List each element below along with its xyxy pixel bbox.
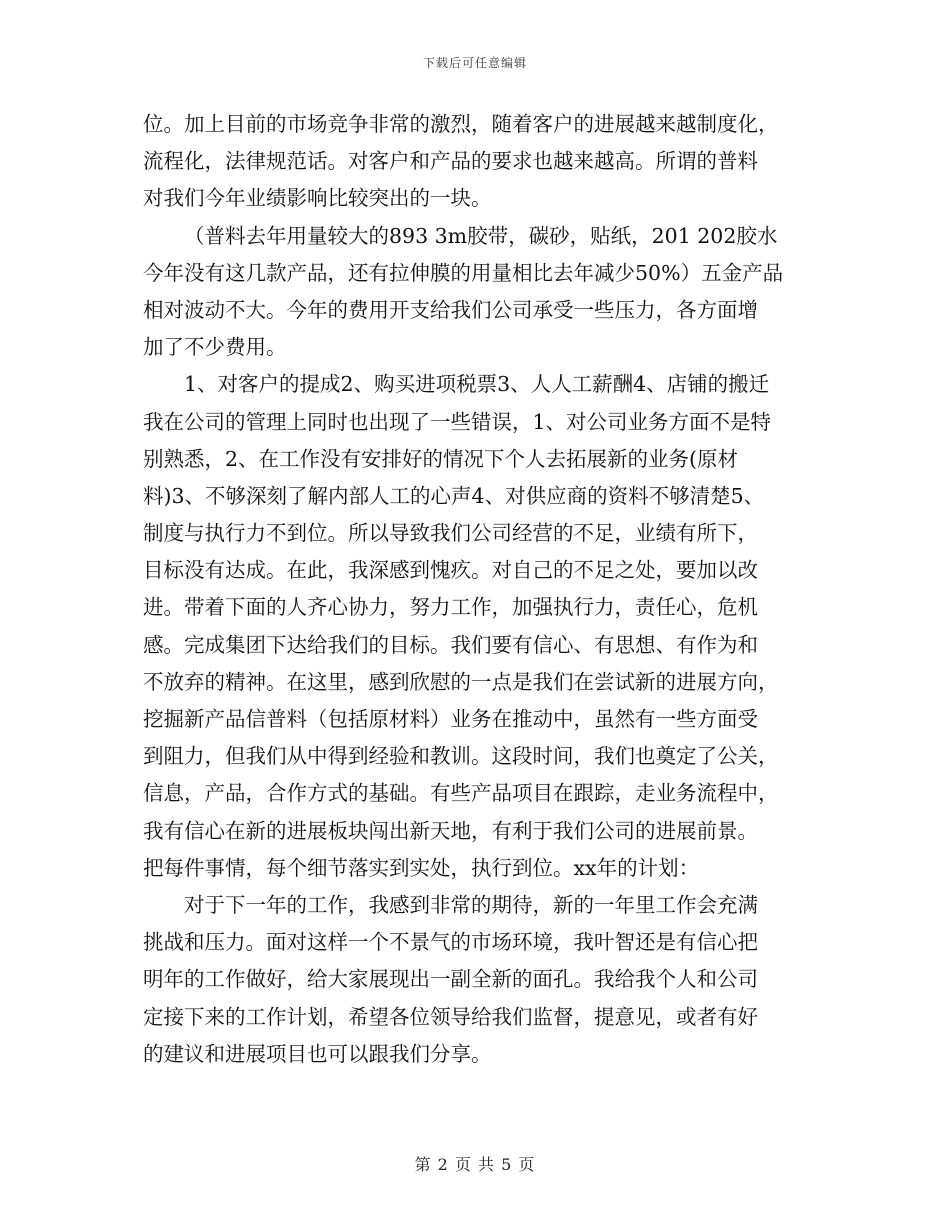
body-line: 的建议和进展项目也可以跟我们分享。: [143, 1041, 492, 1066]
body-line: 我有信心在新的进展板块闯出新天地，有利于我们公司的进展前景。: [143, 818, 758, 843]
body-line: 到阻力，但我们从中得到经验和教训。这段时间，我们也奠定了公关，: [143, 744, 779, 769]
body-line: 别熟悉，2、在工作没有安排好的情况下个人去拓展新的业务(原材: [143, 446, 739, 471]
body-line: 制度与执行力不到位。所以导致我们公司经营的不足，业绩有所下，: [143, 521, 758, 546]
paragraph-start-line: （普料去年用量较大的893 3m胶带，碳砂，贴纸，201 202胶水: [184, 223, 778, 248]
body-line: 明年的工作做好，给大家展现出一副全新的面孔。我给我个人和公司: [143, 967, 758, 992]
body-line: 加了不少费用。: [143, 335, 287, 360]
paragraph-start-line: 对于下一年的工作，我感到非常的期待，新的一年里工作会充满: [184, 892, 758, 917]
page-number-footer: 第 2 页 共 5 页: [414, 1155, 536, 1174]
body-line: 今年没有这几款产品，还有拉伸膜的用量相比去年减少50%）五金产品: [143, 260, 784, 285]
body-line: 进。带着下面的人齐心协力，努力工作，加强执行力，责任心，危机: [143, 595, 758, 620]
body-line: 挑战和压力。面对这样一个不景气的市场环境，我叶智还是有信心把: [143, 930, 758, 955]
body-line: 料)3、不够深刻了解内部人工的心声4、对供应商的资料不够清楚5、: [143, 483, 765, 508]
body-line: 流程化，法律规范话。对客户和产品的要求也越来越高。所谓的普料: [143, 149, 758, 174]
body-line: 不放弃的精神。在这里，感到欣慰的一点是我们在尝试新的进展方向，: [143, 669, 779, 694]
body-line: 挖掘新产品信普料（包括原材料）业务在推动中，虽然有一些方面受: [143, 707, 758, 731]
body-line: 相对波动不大。今年的费用开支给我们公司承受一些压力，各方面增: [143, 297, 758, 322]
body-line: 对我们今年业绩影响比较突出的一块。: [143, 186, 492, 211]
body-line: 把每件事情，每个细节落实到实处，执行到位。xx年的计划：: [143, 855, 700, 880]
body-line: 位。加上目前的市场竞争非常的激烈，随着客户的进展越来越制度化，: [143, 112, 779, 136]
body-line: 我在公司的管理上同时也出现了一些错误，1、对公司业务方面不是特: [143, 409, 772, 434]
body-line: 定接下来的工作计划，希望各位领导给我们监督，提意见，或者有好: [143, 1004, 758, 1029]
body-line: 目标没有达成。在此，我深感到愧疚。对自己的不足之处，要加以改: [143, 558, 758, 583]
document-body: [143, 106, 811, 1073]
paragraph-start-line: 1、对客户的提成2、购买进项税票3、人人工薪酬4、店铺的搬迁: [184, 372, 770, 397]
body-line: 感。完成集团下达给我们的目标。我们要有信心、有思想、有作为和: [143, 632, 758, 657]
page-header-note: 下载后可任意编辑: [422, 56, 527, 70]
body-line: 信息，产品，合作方式的基础。有些产品项目在跟踪，走业务流程中，: [143, 781, 779, 806]
